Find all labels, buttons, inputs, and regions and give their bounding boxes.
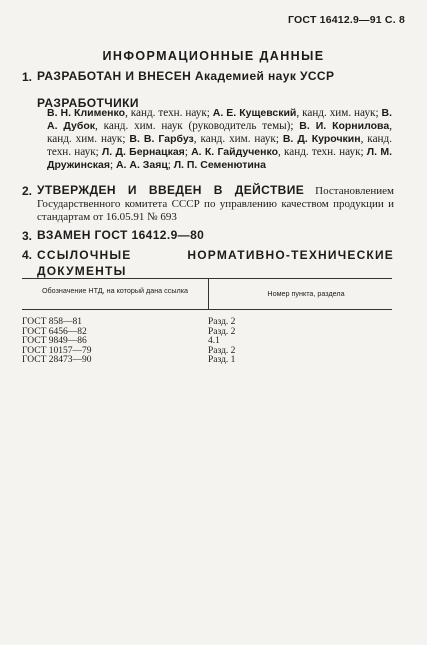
developer-title: , канд. техн. наук; [47, 133, 393, 158]
table-cell-section: Разд. 2 [208, 345, 236, 356]
table-header-section: Номер пункта, раздела [267, 289, 345, 298]
table-body [22, 318, 392, 366]
page-header: ГОСТ 16412.9—91 С. 8 [288, 14, 405, 26]
developer-name: А. А. Заяц [115, 159, 168, 171]
developer-name: В. Д. Курочкин [282, 133, 361, 145]
section-3-number: 3. [22, 229, 33, 243]
table-cell-document: ГОСТ 9849—86 [22, 336, 87, 346]
section-2-number: 2. [22, 184, 33, 198]
developer-title: , канд. техн. наук; [278, 146, 367, 158]
section-1-heading: РАЗРАБОТАН И ВНЕСЕН Академией наук УССР [37, 69, 335, 83]
developer-title: , канд. хим. наук; [47, 120, 392, 145]
table-cell-document: ГОСТ 858—81 [22, 317, 82, 327]
table-cell-section: Разд. 2 [208, 326, 236, 337]
developer-title: , канд. техн. наук; [125, 107, 213, 119]
section-2 [22, 184, 394, 224]
developer-name: Л. Д. Бернацкая [101, 146, 185, 158]
table-header-rule [22, 309, 392, 310]
developer-name: В. И. Корнилова [299, 120, 390, 132]
table-cell-document: ГОСТ 10157—79 [22, 345, 92, 356]
developer-name: А. К. Гайдученко [191, 146, 279, 158]
section-4-heading: ССЫЛОЧНЫЕ НОРМАТИВНО-ТЕХНИЧЕСКИЕ ДОКУМЕНТЫ [37, 248, 394, 278]
developer-name: В. Н. Клименко [47, 107, 126, 119]
developer-title: ; [167, 159, 174, 171]
table-cell-section: 4.1 [208, 336, 220, 346]
section-1 [22, 70, 394, 84]
table-cell-section: Разд. 1 [208, 355, 236, 365]
section-2-text: Постановлением Государственного комитета СССР по управлению качеством продукции и стандартам от 16.05.91 № 693 [37, 185, 394, 223]
page-title: ИНФОРМАЦИОННЫЕ ДАННЫЕ [102, 49, 325, 63]
table-column-divider [208, 278, 209, 309]
section-3 [22, 229, 394, 243]
developers-heading: РАЗРАБОТЧИКИ [37, 96, 139, 110]
developer-name: Л. М. Дружинская [47, 146, 392, 171]
table-cell-section: Разд. 2 [208, 317, 236, 327]
developer-title: , канд. хим. наук (руководитель темы); [95, 120, 300, 132]
table-cell-document: ГОСТ 6456—82 [22, 326, 87, 337]
table-row [22, 356, 392, 366]
table-cell-document: ГОСТ 28473—90 [22, 355, 92, 365]
table-top-rule [22, 278, 392, 279]
developer-name: В. А. Дубок [47, 107, 392, 132]
developer-title: ; [110, 159, 116, 171]
section-4-number: 4. [22, 248, 33, 262]
developers-list [47, 107, 392, 172]
developer-title: ; [184, 146, 192, 158]
section-2-heading: УТВЕРЖДЕН И ВВЕДЕН В ДЕЙСТВИЕ [37, 183, 305, 197]
developer-name: В. В. Гарбуз [129, 133, 194, 145]
section-4 [22, 248, 394, 280]
developer-title: , канд. хим. наук; [296, 107, 382, 119]
section-1-number: 1. [22, 70, 33, 84]
developer-title: , канд. хим. наук; [193, 133, 283, 145]
developer-name: Л. П. Семенютина [173, 159, 266, 171]
developer-name: А. Е. Кущевский [212, 107, 297, 119]
table-header-document: Обозначение НТД, на который дана ссылка [41, 286, 189, 295]
section-3-heading: ВЗАМЕН ГОСТ 16412.9—80 [37, 228, 205, 242]
